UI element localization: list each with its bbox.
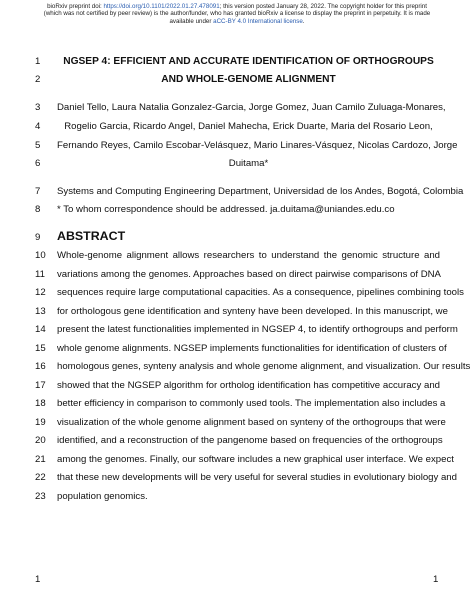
license-link[interactable]: aCC-BY 4.0 International license bbox=[213, 17, 303, 25]
line-number: 7 bbox=[35, 186, 41, 197]
preprint-notice bbox=[0, 3, 474, 25]
authors-line-2: Rogelio Garcia, Ricardo Angel, Daniel Mahecha, Erick Duarte, Maria del Rosario Leon, bbox=[64, 121, 433, 132]
line-number: 8 bbox=[35, 204, 41, 215]
page-number-left: 1 bbox=[35, 574, 41, 585]
abstract-line: among the genomes. Finally, our software includes a new graphical user interface. We expect bbox=[57, 454, 454, 465]
line-number: 16 bbox=[35, 361, 46, 372]
line-number: 22 bbox=[35, 472, 46, 483]
abstract-line: sequences require large computational capacities. As a consequence, pipelines combining tools bbox=[57, 287, 464, 298]
line-number: 10 bbox=[35, 250, 46, 261]
line-number: 3 bbox=[35, 102, 41, 113]
abstract-line: identified, and a reconstruction of the pangenome based on frequencies of the orthogroups bbox=[57, 435, 443, 446]
paper-title-line-1: NGSEP 4: EFFICIENT AND ACCURATE IDENTIFICATION OF ORTHOGROUPS bbox=[63, 56, 434, 67]
abstract-line: that these new developments will be very useful for several studies in evolutionary biology and bbox=[57, 472, 457, 483]
abstract-line: visualization of the whole genome alignment based on synteny of the orthogroups that were bbox=[57, 417, 446, 428]
abstract-line: present the latest functionalities implemented in NGSEP 4, to identify orthogroups and perform bbox=[57, 324, 458, 335]
line-number: 2 bbox=[35, 74, 41, 85]
authors-line-4: Duitama* bbox=[228, 158, 269, 169]
authors-line-3: Fernando Reyes, Camilo Escobar-Velásquez, Mario Linares-Vásquez, Nicolas Cardozo, Jorge bbox=[57, 140, 458, 151]
doi-link[interactable]: https://doi.org/10.1101/2022.01.27.478091 bbox=[103, 3, 220, 10]
line-number: 20 bbox=[35, 435, 46, 446]
line-number: 14 bbox=[35, 324, 46, 335]
line-number: 4 bbox=[35, 121, 41, 132]
line-number: 13 bbox=[35, 306, 46, 317]
abstract-line: better efficiency in comparison to commonly used tools. The implementation also includes a bbox=[57, 398, 446, 409]
line-number: 18 bbox=[35, 398, 46, 409]
line-number: 19 bbox=[35, 417, 46, 428]
preprint-line-2: (which was not certified by peer review) is the author/funder, who has granted bioRxiv a license to display the preprint in perpetuity. It is made bbox=[43, 10, 431, 18]
line-number: 1 bbox=[35, 56, 41, 67]
line-number: 6 bbox=[35, 158, 41, 169]
preprint-line-1: bioRxiv preprint doi: https://doi.org/10.1101/2022.01.27.478091; this version posted January 28, 2022. The copyright holder for this preprint bbox=[47, 3, 427, 10]
line-number: 11 bbox=[35, 269, 45, 280]
abstract-line: whole genome alignments. NGSEP implements functionalities for identification of clusters of bbox=[57, 343, 447, 354]
line-number: 21 bbox=[35, 454, 46, 465]
authors-line-1: Daniel Tello, Laura Natalia Gonzalez-Garcia, Jorge Gomez, Juan Camilo Zuluaga-Monares, bbox=[57, 102, 446, 113]
abstract-line: showed that the NGSEP algorithm for ortholog identification has competitive accuracy and bbox=[57, 380, 440, 391]
abstract-line: for orthologous gene identification and synteny have been developed. In this manuscript, we bbox=[57, 306, 448, 317]
line-number: 12 bbox=[35, 287, 46, 298]
line-number: 5 bbox=[35, 140, 41, 151]
line-number: 15 bbox=[35, 343, 46, 354]
abstract-line: homologous genes, synteny analysis and whole genome alignment, and visualization. Our results bbox=[57, 361, 471, 372]
preprint-line-3: available under aCC-BY 4.0 International license. bbox=[169, 17, 305, 25]
abstract-line: variations among the genomes. Approaches based on direct pairwise comparisons of DNA bbox=[57, 269, 441, 280]
line-number: 23 bbox=[35, 491, 46, 502]
affiliation: Systems and Computing Engineering Department, Universidad de los Andes, Bogotá, Colombia bbox=[57, 186, 464, 197]
line-number: 17 bbox=[35, 380, 46, 391]
correspondence: * To whom correspondence should be addressed. ja.duitama@uniandes.edu.co bbox=[57, 204, 395, 215]
abstract-line-last: population genomics. bbox=[57, 491, 148, 502]
abstract-heading: ABSTRACT bbox=[57, 229, 126, 243]
page-number-right: 1 bbox=[433, 574, 439, 585]
abstract-line: Whole-genome alignment allows researchers to understand the genomic structure and bbox=[57, 250, 440, 261]
paper-title-line-2: AND WHOLE-GENOME ALIGNMENT bbox=[161, 74, 336, 85]
line-number: 9 bbox=[35, 232, 41, 243]
